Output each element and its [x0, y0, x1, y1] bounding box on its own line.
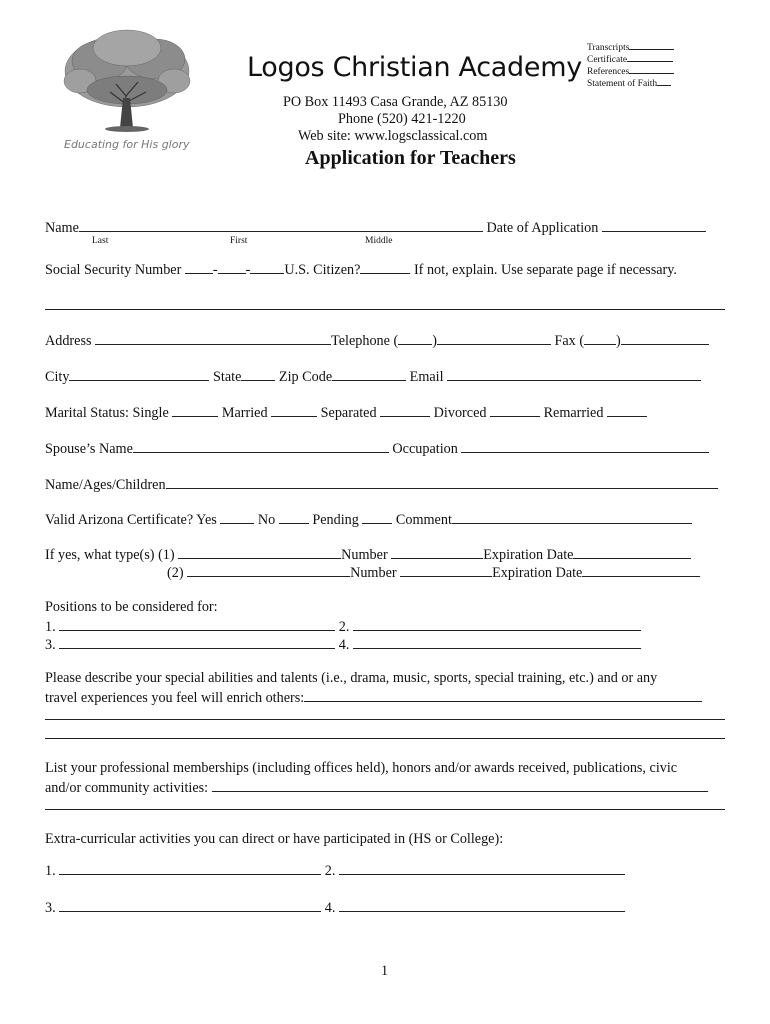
position-1-field[interactable] [59, 617, 335, 631]
last-label: Last [92, 236, 109, 246]
school-phone: Phone (520) 421-1220 [338, 111, 466, 127]
office-statement: Statement of Faith [587, 76, 671, 90]
office-references: References [587, 64, 674, 78]
position-3-field[interactable] [59, 635, 335, 649]
extracurricular-4-field[interactable] [339, 898, 625, 912]
memberships-line-2[interactable] [45, 809, 725, 810]
fax-field[interactable] [621, 331, 709, 345]
first-label: First [230, 236, 248, 246]
middle-label: Middle [365, 236, 393, 246]
marital-row: Marital Status: Single Married Separated Divorced Remarried [45, 403, 647, 422]
tree-logo [60, 26, 195, 136]
certificate-type-2-row: (2) Number Expiration Date [167, 563, 700, 582]
separated-field[interactable] [380, 403, 430, 417]
school-tagline: Educating for His glory [64, 138, 190, 151]
date-of-application-field[interactable] [602, 218, 706, 232]
certificate-type-1-row: If yes, what type(s) (1) Number Expiration Date [45, 545, 691, 564]
city-field[interactable] [69, 367, 209, 381]
telephone-field[interactable] [437, 331, 551, 345]
transcripts-line[interactable] [629, 40, 674, 50]
office-transcripts: Transcripts [587, 40, 674, 54]
positions-row-1: 1. 2. [45, 617, 641, 636]
address-field[interactable] [95, 331, 331, 345]
address-row: Address Telephone ( ) Fax ( ) [45, 331, 709, 350]
abilities-field[interactable] [304, 688, 702, 702]
position-2-field[interactable] [353, 617, 641, 631]
abilities-line-2[interactable] [45, 719, 725, 720]
extracurricular-3-field[interactable] [59, 898, 321, 912]
children-row: Name/Ages/Children [45, 475, 718, 494]
form-title: Application for Teachers [305, 147, 516, 169]
ssn-part2[interactable] [218, 260, 246, 274]
school-website: Web site: www.logsclassical.com [298, 128, 488, 144]
single-field[interactable] [172, 403, 218, 417]
position-4-field[interactable] [353, 635, 641, 649]
abilities-line-3[interactable] [45, 738, 725, 739]
ssn-row: Social Security Number - - U.S. Citizen? If not, explain. Use separate page if necessary. [45, 262, 677, 278]
extracurricular-1-field[interactable] [59, 861, 321, 875]
references-line[interactable] [629, 64, 674, 74]
extracurricular-row-2: 3. 4. [45, 898, 625, 917]
memberships-field[interactable] [212, 778, 708, 792]
positions-label: Positions to be considered for: [45, 599, 218, 615]
divorced-field[interactable] [490, 403, 540, 417]
expiration-2-field[interactable] [582, 563, 700, 577]
certificate-row: Valid Arizona Certificate? Yes No Pending Comment [45, 510, 692, 529]
expiration-1-field[interactable] [573, 545, 691, 559]
certificate-number-1-field[interactable] [391, 545, 483, 559]
citizen-explanation-line[interactable] [45, 309, 725, 310]
zip-field[interactable] [332, 367, 406, 381]
memberships-prompt-line-2: and/or community activities: [45, 778, 708, 797]
extracurricular-prompt: Extra-curricular activities you can direct or have participated in (HS or College): [45, 831, 504, 847]
state-field[interactable] [241, 367, 275, 381]
positions-row-2: 3. 4. [45, 635, 641, 654]
certificate-no-field[interactable] [279, 510, 309, 524]
certificate-number-2-field[interactable] [400, 563, 492, 577]
abilities-prompt-line-2: travel experiences you feel will enrich others: [45, 688, 702, 707]
name-row: Name Date of Application [45, 218, 706, 237]
certificate-comment-field[interactable] [452, 510, 692, 524]
spouse-name-field[interactable] [133, 439, 389, 453]
office-certificate: Certificate [587, 52, 673, 66]
certificate-line[interactable] [627, 52, 673, 62]
remarried-field[interactable] [607, 403, 647, 417]
school-name: Logos Christian Academy [247, 52, 582, 83]
certificate-pending-field[interactable] [362, 510, 392, 524]
fax-area-field[interactable] [584, 331, 616, 345]
spouse-row: Spouse’s Name Occupation [45, 439, 709, 458]
ssn-part1[interactable] [185, 260, 213, 274]
page-number: 1 [381, 963, 389, 979]
memberships-prompt-line-1: List your professional memberships (including offices held), honors and/or awards received, publications, civic [45, 760, 678, 776]
school-address: PO Box 11493 Casa Grande, AZ 85130 [283, 94, 508, 110]
ssn-part3[interactable] [250, 260, 284, 274]
married-field[interactable] [271, 403, 317, 417]
certificate-type-2-field[interactable] [187, 563, 350, 577]
telephone-area-field[interactable] [398, 331, 432, 345]
extracurricular-2-field[interactable] [339, 861, 625, 875]
occupation-field[interactable] [461, 439, 709, 453]
children-field[interactable] [166, 475, 718, 489]
name-field[interactable] [79, 218, 483, 232]
certificate-yes-field[interactable] [220, 510, 254, 524]
extracurricular-row-1: 1. 2. [45, 861, 625, 880]
certificate-type-1-field[interactable] [178, 545, 341, 559]
statement-line[interactable] [657, 76, 671, 86]
abilities-prompt-line-1: Please describe your special abilities and talents (i.e., drama, music, sports, special training, etc.) and or any [45, 670, 658, 686]
city-row: City State Zip Code Email [45, 367, 701, 386]
email-field[interactable] [447, 367, 701, 381]
us-citizen-field[interactable] [360, 260, 410, 274]
